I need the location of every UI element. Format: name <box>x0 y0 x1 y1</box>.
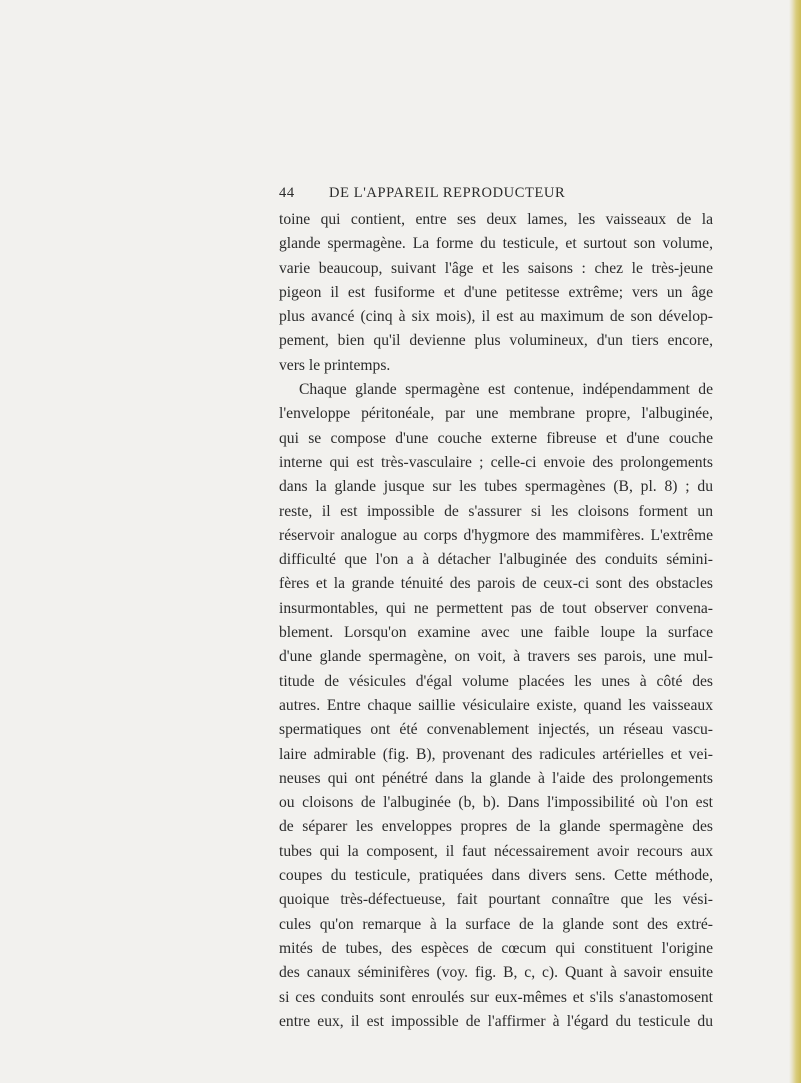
running-title: DE L'APPAREIL REPRODUCTEUR <box>329 185 566 201</box>
text-line: des canaux séminifères (voy. fig. B, c, c). Quant à savoir ensuite <box>279 964 713 982</box>
text-line: pigeon il est fusiforme et d'une petitesse extrême; vers un âge <box>279 283 713 301</box>
text-line: coupes du testicule, pratiquées dans divers sens. Cette méthode, <box>279 867 713 885</box>
text-line: autres. Entre chaque saillie vésiculaire existe, quand les vaisseaux <box>279 696 713 714</box>
text-line: qui se compose d'une couche externe fibreuse et d'une couche <box>279 429 713 447</box>
text-line: dans la glande jusque sur les tubes spermagènes (B, pl. 8) ; du <box>279 478 713 496</box>
text-line: entre eux, il est impossible de l'affirmer à l'égard du testicule du <box>279 1012 713 1030</box>
text-line: neuses qui ont pénétré dans la glande à l'aide des prolongements <box>279 769 713 787</box>
text-line: quoique très-défectueuse, fait pourtant connaître que les vési- <box>279 891 713 909</box>
text-line: cules qu'on remarque à la surface de la glande sont des extré- <box>279 915 713 933</box>
text-line: spermatiques ont été convenablement injectés, un réseau vascu- <box>279 721 713 739</box>
text-line: glande spermagène. La forme du testicule, et surtout son volume, <box>279 235 713 253</box>
body-text <box>279 208 713 1034</box>
text-line: insurmontables, qui ne permettent pas de tout observer convena- <box>279 599 713 617</box>
text-line: ou cloisons de l'albuginée (b, b). Dans l'impossibilité où l'on est <box>279 794 713 812</box>
text-line: reste, il est impossible de s'assurer si les cloisons forment un <box>279 502 713 520</box>
text-line: titude de vésicules d'égal volume placées les unes à côté des <box>279 672 713 690</box>
text-line: pement, bien qu'il devienne plus volumineux, d'un tiers encore, <box>279 332 713 350</box>
page-edge-strip <box>789 0 801 1083</box>
text-line: l'enveloppe péritonéale, par une membrane propre, l'albuginée, <box>279 405 713 423</box>
text-line: de séparer les enveloppes propres de la glande spermagène des <box>279 818 713 836</box>
text-line: si ces conduits sont enroulés sur eux-mêmes et s'ils s'anastomosent <box>279 988 713 1006</box>
text-line: tubes qui la composent, il faut nécessairement avoir recours aux <box>279 842 713 860</box>
text-line: vers le printemps. <box>279 356 391 374</box>
page-number: 44 <box>279 185 295 201</box>
text-line: toine qui contient, entre ses deux lames, les vaisseaux de la <box>279 211 713 228</box>
text-line: réservoir analogue au corps d'hygmore des mammifères. L'extrême <box>279 526 713 544</box>
text-line: fères et la grande ténuité des parois de ceux-ci sont des obstacles <box>279 575 713 593</box>
text-line: laire admirable (fig. B), provenant des radicules artérielles et vei- <box>279 745 713 763</box>
text-line: blement. Lorsqu'on examine avec une faible loupe la surface <box>279 624 713 642</box>
running-header <box>279 185 799 207</box>
text-line: Chaque glande spermagène est contenue, indépendamment de <box>299 381 713 399</box>
text-line: mités de tubes, des espèces de cœcum qui constituent l'origine <box>279 939 713 957</box>
text-line: varie beaucoup, suivant l'âge et les saisons : chez le très-jeune <box>279 259 713 277</box>
text-line: d'une glande spermagène, on voit, à travers ses parois, une mul- <box>279 648 713 666</box>
text-line: plus avancé (cinq à six mois), il est au maximum de son dévelop- <box>279 308 713 326</box>
text-line: interne qui est très-vasculaire ; celle-ci envoie des prolongements <box>279 453 713 471</box>
text-line: difficulté que l'on a à détacher l'albuginée des conduits sémini- <box>279 551 713 569</box>
